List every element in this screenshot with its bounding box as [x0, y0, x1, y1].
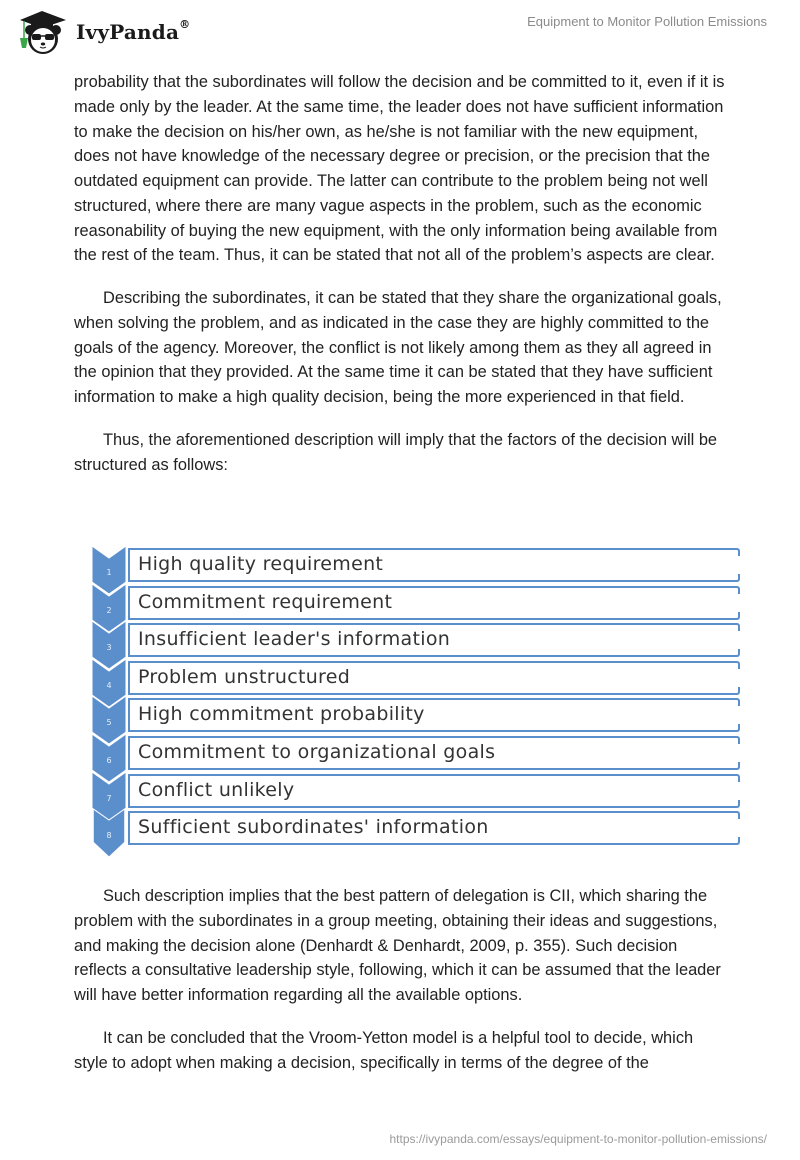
box-end-cap [732, 649, 740, 657]
step-number: 3 [106, 643, 112, 653]
box-end-cap [732, 661, 740, 669]
box-end-cap [732, 687, 740, 695]
page-header [0, 0, 800, 60]
decision-factors-diagram [90, 546, 738, 864]
factor-label: Conflict unlikely [138, 778, 295, 801]
document-title: Equipment to Monitor Pollution Emissions [527, 14, 767, 29]
paragraph: Describing the subordinates, it can be stated that they share the organizational goals, when solving the problem, and as indicated in the case they are highly committed to the goals of the agency. Moreover, the conflict is not likely among them as they all agreed in the opinion that they provided. At the same time it can be stated that they have sufficient information to make a high quality decision, being the more experienced in that field. [74, 289, 722, 406]
factor-label: High commitment probability [138, 703, 425, 726]
box-end-cap [732, 774, 740, 782]
diagram-row [90, 621, 738, 657]
box-end-cap [732, 586, 740, 594]
brand-logo[interactable] [16, 8, 190, 56]
box-end-cap [732, 736, 740, 744]
factor-label: Commitment to organizational goals [138, 741, 496, 763]
factor-label: Problem unstructured [138, 665, 351, 688]
factor-box [128, 698, 734, 732]
diagram-row [90, 734, 738, 770]
article-body-bottom [74, 884, 729, 1093]
diagram-row [90, 659, 738, 695]
article-body-top [74, 70, 729, 495]
brand-name: IvyPanda® [76, 18, 191, 44]
step-number: 6 [106, 756, 112, 765]
step-number: 8 [106, 831, 112, 841]
factor-label: Insufficient leader's information [138, 628, 451, 651]
factor-label: Commitment requirement [138, 590, 393, 613]
step-number: 7 [106, 793, 112, 803]
factor-box [128, 736, 734, 770]
factor-box [128, 586, 734, 620]
diagram-row [90, 772, 738, 808]
paragraph: probability that the subordinates will follow the decision and be committed to it, even if it is made only by the leader. At the same time, the leader does not have sufficient information to make the decision on his/her own, as he/she is not familiar with the new equipment, does not have knowledge of the necessary degree or precision, or the precision that the outdated equipment can provide. The latter can contribute to the problem being not well structured, where there are many vague aspects in the problem, such as the economic reasonability of buying the new equipment, with the only information being available from the rest of the team. Thus, it can be stated that not all of the problem’s aspects are clear. [74, 73, 725, 265]
box-end-cap [732, 548, 740, 556]
step-number: 5 [106, 718, 112, 728]
panda-graduate-logo-icon [16, 8, 70, 56]
step-number: 1 [106, 568, 112, 577]
factor-box [128, 548, 734, 582]
box-end-cap [732, 574, 740, 582]
step-number: 4 [106, 680, 112, 690]
factor-box [128, 774, 734, 808]
box-end-cap [732, 698, 740, 706]
box-end-cap [732, 837, 740, 845]
diagram-row [90, 696, 738, 732]
diagram-row [90, 546, 738, 582]
paragraph: Thus, the aforementioned description will imply that the factors of the decision will be structured as follows: [74, 430, 718, 474]
factor-label: High quality requirement [138, 553, 384, 575]
box-end-cap [732, 811, 740, 819]
source-url[interactable]: https://ivypanda.com/essays/equipment-to-monitor-pollution-emissions/ [389, 1132, 767, 1146]
factor-box [128, 661, 734, 695]
diagram-row [90, 584, 738, 620]
box-end-cap [732, 612, 740, 620]
factor-box [128, 623, 734, 657]
diagram-row [90, 809, 738, 845]
box-end-cap [732, 762, 740, 770]
factor-label: Sufficient subordinates' information [138, 816, 489, 839]
box-end-cap [732, 724, 740, 732]
box-end-cap [732, 800, 740, 808]
factor-box [128, 811, 734, 845]
box-end-cap [732, 623, 740, 631]
paragraph: Such description implies that the best pattern of delegation is CII, which sharing the problem with the subordinates in a group meeting, obtaining their ideas and suggestions, and making the decision alone (Denhardt & Denhardt, 2009, p. 355). Such decision reflects a consultative leadership style, following, which it can be assumed that the leader will have better information regarding all the available options. [74, 887, 721, 1004]
paragraph: It can be concluded that the Vroom-Yetton model is a helpful tool to decide, which style to adopt when making a decision, specifically in terms of the degree of the [74, 1028, 694, 1072]
step-number: 2 [106, 605, 112, 615]
